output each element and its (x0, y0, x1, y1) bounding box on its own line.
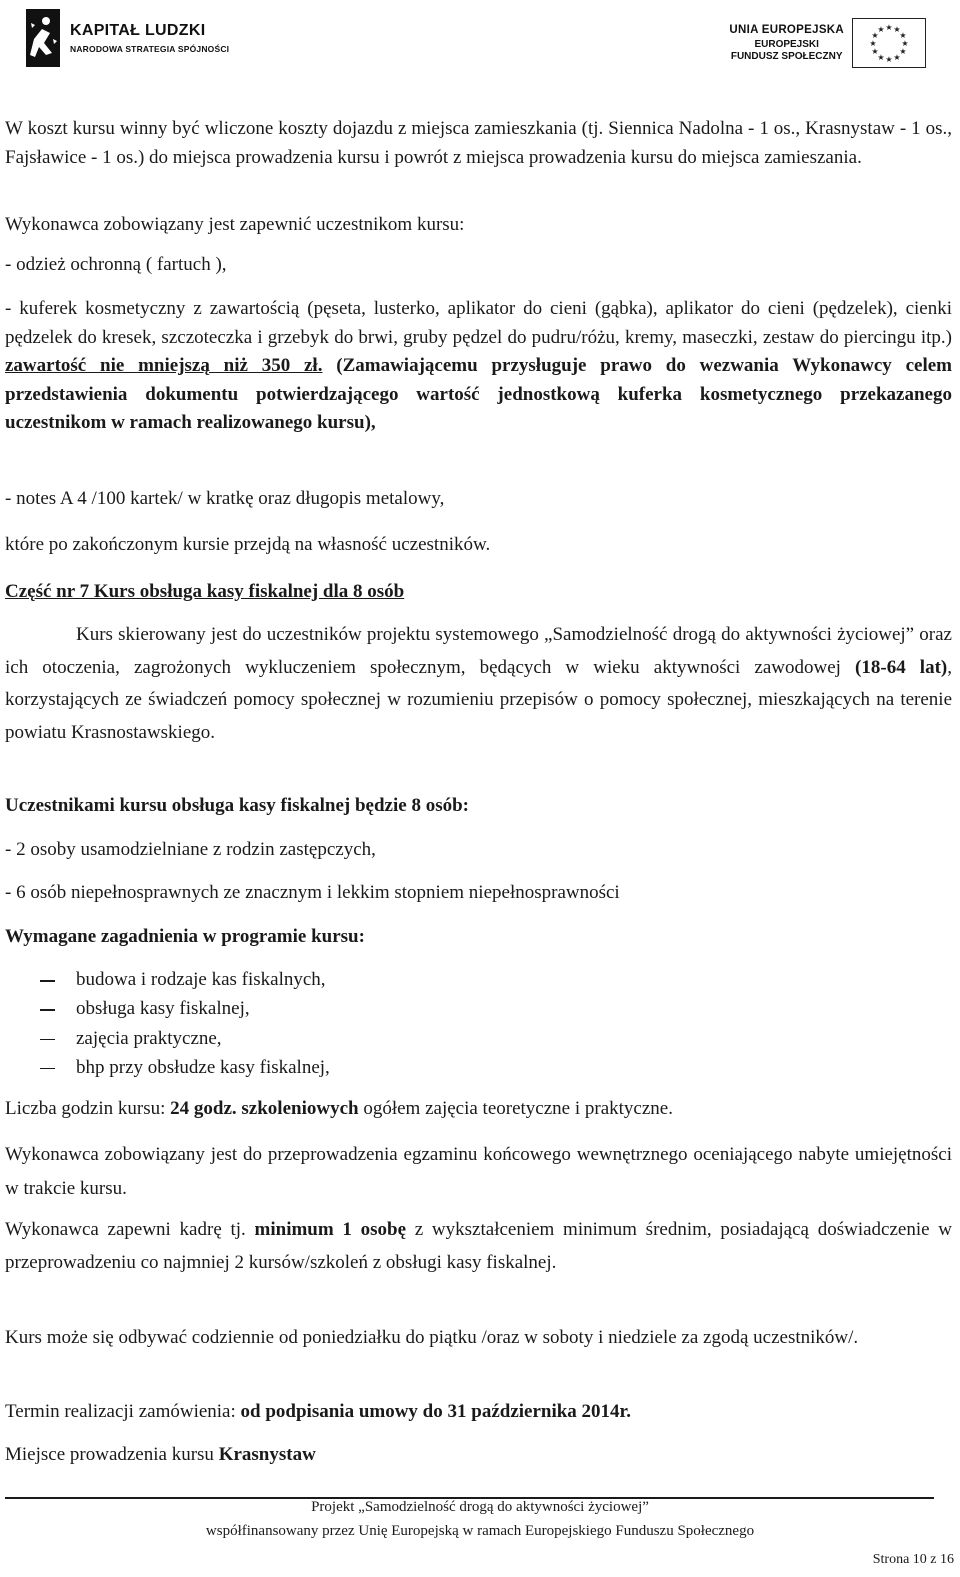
participants-group-1: - 2 osoby usamodzielniane z rodzin zastępczych, (5, 839, 376, 860)
cosmetic-case-contents: - kuferek kosmetyczny z zawartością (pęseta, lusterko, aplikator do cieni (gąbka), aplikator do cieni (pędzelek), cienki pędzelek do kresek, szczoteczka i grzebyk do brwi, gruby pędzel do pudru/różu, kremy, maseczki, zestaw do piercingu itp.) (5, 298, 952, 348)
svg-text:★: ★ (885, 23, 893, 32)
term-value: od podpisania umowy do 31 października 2014r. (240, 1401, 631, 1422)
description-part-b: , korzystających ze świadczeń pomocy społecznej w rozumieniu przepisów o pomocy społecznej, mieszkających na terenie powiatu Krasnostawskiego. (5, 656, 952, 743)
travel-costs-paragraph: W koszt kursu winny być wliczone koszty dojazdu z miejsca zamieszkania (tj. Siennica Nadolna - 1 os., Krasnystaw - 1 os., Fajsławice - 1 os.) do miejsca prowadzenia kursu i powrót z miejsca prowadzenia kursu do miejsca zamieszania. (5, 118, 952, 168)
kapital-ludzki-title: KAPITAŁ LUDZKI (70, 22, 206, 39)
staff-part-a: Wykonawca zapewni kadrę tj. (5, 1219, 255, 1240)
staff-part-b: z wykształceniem minimum średnim, posiadającą doświadczenie w przeprowadzeniu co najmniej 2 kursów/szkoleń z obsługi kasy fiskalnej. (5, 1219, 952, 1273)
eu-logo-line3: FUNDUSZ SPOŁECZNY (730, 51, 843, 62)
list-item: budowa i rodzaje kas fiskalnych, (5, 965, 905, 994)
footer-project-name: Projekt „Samodzielność drogą do aktywności życiowej” (311, 1499, 649, 1515)
place-line (5, 1440, 952, 1469)
place-label: Miejsce prowadzenia kursu (5, 1444, 219, 1465)
supplies-ownership-note: które po zakończonym kursie przejdą na własność uczestników. (5, 534, 491, 555)
supplies-cosmetic-case (5, 295, 952, 438)
svg-text:★: ★ (871, 31, 879, 40)
section-7-description (5, 619, 952, 749)
place-value: Krasnystaw (218, 1444, 316, 1465)
svg-text:★: ★ (877, 25, 885, 34)
hours-rest: ogółem zajęcia teoretyczne i praktyczne. (358, 1098, 673, 1119)
svg-text:★: ★ (899, 31, 907, 40)
eu-logo-line2: EUROPEJSKI (754, 39, 819, 50)
svg-text:★: ★ (877, 53, 885, 62)
svg-text:★: ★ (871, 47, 879, 56)
term-label: Termin realizacji zamówienia: (5, 1401, 241, 1422)
program-heading: Wymagane zagadnienia w programie kursu: (5, 926, 365, 947)
supplies-apron: - odzież ochronną ( fartuch ), (5, 254, 227, 275)
svg-text:★: ★ (869, 39, 877, 48)
eu-flag-icon (852, 18, 926, 68)
term-line (5, 1397, 952, 1426)
kapital-ludzki-emblem-icon (26, 9, 60, 67)
svg-text:★: ★ (893, 25, 901, 34)
program-topics-list (5, 965, 905, 1082)
section-7-heading: Część nr 7 Kurs obsługa kasy fiskalnej dla 8 osób (5, 581, 405, 602)
age-range: (18-64 lat) (855, 656, 948, 678)
eu-logo-line1: UNIA EUROPEJSKA (729, 24, 844, 36)
schedule-paragraph: Kurs może się odbywać codziennie od poniedziałku do piątku /oraz w soboty i niedziele za zgodą uczestników/. (5, 1327, 859, 1348)
kapital-ludzki-subtitle: NARODOWA STRATEGIA SPÓJNOŚCI (70, 44, 230, 54)
list-item: bhp przy obsłudze kasy fiskalnej, (5, 1053, 905, 1082)
hours-label: Liczba godzin kursu: (5, 1098, 171, 1119)
page-number: Strona 10 z 16 (872, 1552, 954, 1567)
staff-paragraph (5, 1214, 952, 1279)
footer-cofinancing: współfinansowany przez Unię Europejską w ramach Europejskiego Funduszu Społecznego (205, 1523, 755, 1539)
staff-minimum: minimum 1 osobę (254, 1219, 407, 1240)
exam-paragraph: Wykonawca zobowiązany jest do przeprowadzenia egzaminu końcowego wewnętrznego oceniającego nabyte umiejętności w trakcie kursu. (5, 1144, 952, 1199)
svg-text:★: ★ (901, 39, 909, 48)
description-part-a: Kurs skierowany jest do uczestników projektu systemowego „Samodzielność drogą do aktywności życiowej” oraz ich otoczenia, zagrożonych wykluczeniem społecznym, będących w wieku aktywności zawodowej (5, 624, 952, 678)
cosmetic-case-verification-note: (Zamawiającemu przysługuje prawo do wezwania Wykonawcy celem przedstawienia dokumentu potwierdzającego wartość jednostkową kuferka kosmetycznego przekazanego uczestnikom w ramach realizowanego kursu), (5, 355, 952, 433)
svg-text:★: ★ (893, 53, 901, 62)
participants-group-2: - 6 osób niepełnosprawnych ze znacznym i lekkim stopniem niepełnosprawności (5, 882, 620, 903)
hours-value: 24 godz. szkoleniowych (170, 1098, 359, 1119)
course-hours (5, 1094, 952, 1123)
list-item: obsługa kasy fiskalnej, (5, 994, 905, 1023)
list-item: zajęcia praktyczne, (5, 1024, 905, 1053)
kapital-ludzki-logo (26, 6, 229, 70)
cosmetic-case-min-value: zawartość nie mniejszą niż 350 zł. (5, 355, 323, 376)
svg-text:★: ★ (885, 55, 893, 64)
eu-logo (729, 18, 926, 68)
svg-text:★: ★ (899, 47, 907, 56)
supplies-notebook: - notes A 4 /100 kartek/ w kratkę oraz długopis metalowy, (5, 488, 445, 509)
participants-heading: Uczestnikami kursu obsługa kasy fiskalnej będzie 8 osób: (5, 795, 469, 816)
supplies-intro: Wykonawca zobowiązany jest zapewnić uczestnikom kursu: (5, 214, 465, 235)
